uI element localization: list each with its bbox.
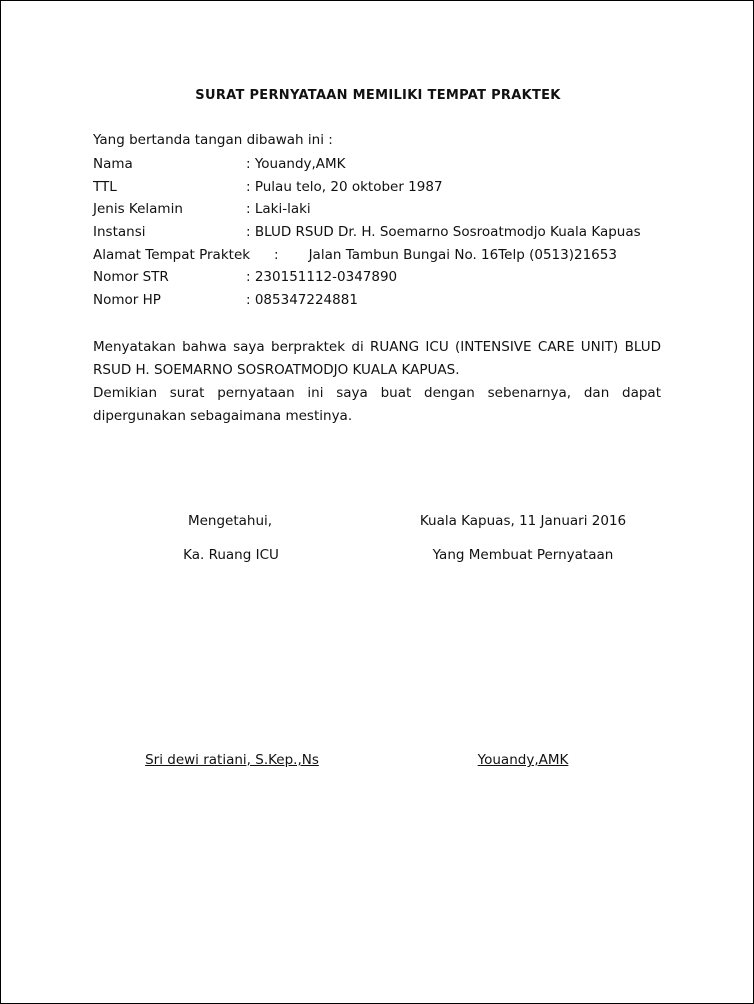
- field-instansi: [93, 223, 693, 246]
- document-title: SURAT PERNYATAAN MEMILIKI TEMPAT PRAKTEK: [195, 88, 561, 103]
- field-nomor-str: [93, 268, 693, 291]
- field-jenis-kelamin: [93, 200, 693, 223]
- field-label: Nomor STR: [93, 269, 169, 286]
- field-label: Nama: [93, 156, 133, 172]
- field-label: Alamat Tempat Praktek: [93, 246, 251, 263]
- field-label: Instansi: [93, 224, 146, 241]
- head-of-icu-title: Ka. Ruang ICU: [183, 547, 279, 563]
- statement-paragraph: Menyatakan bahwa saya berpraktek di RUANG ICU (INTENSIVE CARE UNIT) BLUD RSUD H. SOEMARNO SOSROATMODJO KUALA KAPUAS.: [93, 339, 661, 378]
- field-nomor-hp: [93, 291, 693, 314]
- declarant-title: Yang Membuat Pernyataan: [432, 547, 614, 563]
- statement-body: [93, 336, 661, 428]
- field-label: TTL: [93, 178, 117, 195]
- field-separator: :: [274, 246, 279, 263]
- field-value: : BLUD RSUD Dr. H. Soemarno Sosroatmodjo Kuala Kapuas: [246, 224, 641, 241]
- field-value: Jalan Tambun Bungai No. 16Telp (0513)21653: [308, 246, 617, 263]
- identity-fields: [93, 155, 693, 314]
- field-alamat-tempat-praktek: [93, 246, 693, 269]
- field-value-wrapper: [274, 246, 617, 264]
- field-nama: [93, 155, 693, 178]
- field-label: Jenis Kelamin: [93, 201, 183, 218]
- statement-paragraph: Demikian surat pernyataan ini saya buat dengan sebenarnya, dan dapat dipergunakan sebagaimana mestinya.: [93, 385, 661, 424]
- field-label: Nomor HP: [93, 292, 161, 309]
- intro-text: Yang bertanda tangan dibawah ini :: [93, 132, 333, 148]
- field-value: : Laki-laki: [246, 201, 311, 218]
- declarant-name: Youandy,AMK: [477, 752, 569, 768]
- field-value: : Pulau telo, 20 oktober 1987: [246, 178, 443, 195]
- head-of-icu-name: Sri dewi ratiani, S.Kep.,Ns: [145, 752, 319, 768]
- field-value: : 230151112-0347890: [246, 269, 398, 286]
- field-value: : Youandy,AMK: [246, 156, 346, 172]
- field-ttl: [93, 178, 693, 201]
- field-value: : 085347224881: [246, 292, 358, 309]
- place-date: Kuala Kapuas, 11 Januari 2016: [419, 513, 627, 529]
- acknowledged-label: Mengetahui,: [187, 513, 273, 529]
